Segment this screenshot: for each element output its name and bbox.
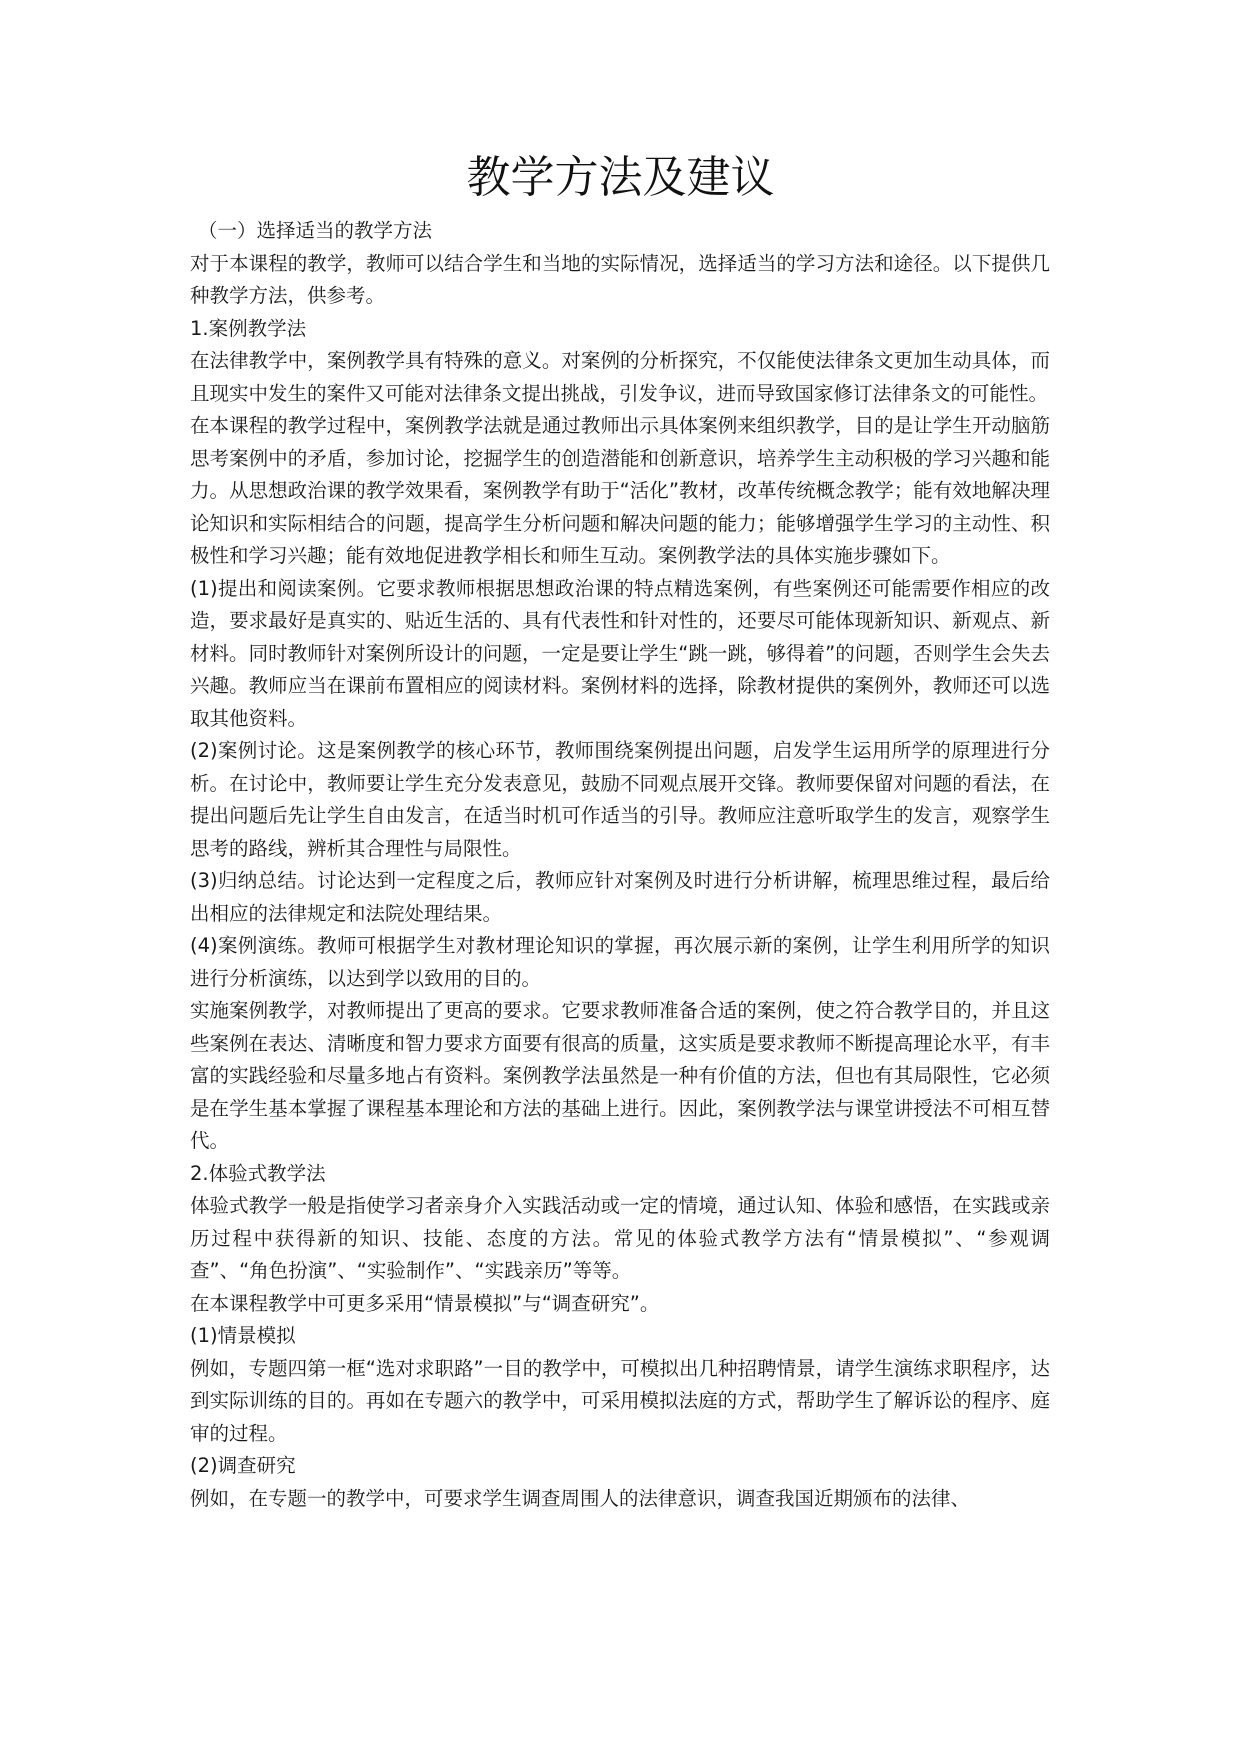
- paragraph: 在本课程教学中可更多采用“情景模拟”与“调查研究”。: [190, 1291, 660, 1315]
- paragraph: 在本课程的教学过程中，案例教学法就是通过教师出示具体案例来组织教学，目的是让学生开动脑筋思考案例中的矛盾，参加讨论，挖掘学生的创造潜能和创新意识，培养学生主动积极的学习兴趣和能力。从思想政治课的教学效果看，案例教学有助于“活化”教材，改革传统概念教学；能有效地解决理论知识和实际相结合的问题，提高学生分析问题和解决问题的能力；能够增强学生学习的主动性、积极性和学习兴趣；能有效地促进教学相长和师生互动。案例教学法的具体实施步骤如下。: [190, 414, 1050, 567]
- paragraph: 例如，在专题一的教学中，可要求学生调查周围人的法律意识，调查我国近期颁布的法律、: [190, 1486, 971, 1510]
- document-title: 教学方法及建议: [466, 152, 775, 203]
- paragraph: (3)归纳总结。讨论达到一定程度之后，教师应针对案例及时进行分析讲解，梳理思维过程，最后给出相应的法律规定和法院处理结果。: [190, 869, 1050, 925]
- paragraph: 实施案例教学，对教师提出了更高的要求。它要求教师准备合适的案例，使之符合教学目的，并且这些案例在表达、清晰度和智力要求方面要有很高的质量，这实质是要求教师不断提高理论水平，有丰富的实践经验和尽量多地占有资料。案例教学法虽然是一种有价值的方法，但也有其局限性，它必须是在学生基本掌握了课程基本理论和方法的基础上进行。因此，案例教学法与课堂讲授法不可相互替代。: [190, 999, 1050, 1152]
- item-heading: (1)情景模拟: [190, 1324, 296, 1347]
- paragraph: (4)案例演练。教师可根据学生对教材理论知识的掌握，再次展示新的案例，让学生利用所学的知识进行分析演练，以达到学以致用的目的。: [190, 934, 1050, 990]
- paragraph: 体验式教学一般是指使学习者亲身介入实践活动或一定的情境，通过认知、体验和感悟，在实践或亲历过程中获得新的知识、技能、态度的方法。常见的体验式教学方法有“情景模拟”、“参观调查”、“角色扮演”、“实验制作”、“实践亲历”等等。: [190, 1194, 1050, 1282]
- subsection-heading: 2.体验式教学法: [190, 1161, 326, 1185]
- document-body: [190, 215, 1050, 1515]
- section-heading: （一）选择适当的教学方法: [198, 219, 433, 242]
- paragraph: (2)案例讨论。这是案例教学的核心环节，教师围绕案例提出问题，启发学生运用所学的原理进行分析。在讨论中，教师要让学生充分发表意见，鼓励不同观点展开交锋。教师要保留对问题的看法，在提出问题后先让学生自由发言，在适当时机可作适当的引导。教师应注意听取学生的发言，观察学生思考的路线，辨析其合理性与局限性。: [190, 739, 1050, 860]
- item-heading: (2)调查研究: [190, 1454, 296, 1477]
- paragraph: 在法律教学中，案例教学具有特殊的意义。对案例的分析探究，不仅能使法律条文更加生动具体，而且现实中发生的案件又可能对法律条文提出挑战，引发争议，进而导致国家修订法律条文的可能性。: [190, 349, 1050, 405]
- paragraph: (1)提出和阅读案例。它要求教师根据思想政治课的特点精选案例，有些案例还可能需要作相应的改造，要求最好是真实的、贴近生活的、具有代表性和针对性的，还要尽可能体现新知识、新观点、新材料。同时教师针对案例所设计的问题，一定是要让学生“跳一跳，够得着”的问题，否则学生会失去兴趣。教师应当在课前布置相应的阅读材料。案例材料的选择，除教材提供的案例外，教师还可以选取其他资料。: [190, 576, 1050, 730]
- subsection-heading: 1.案例教学法: [190, 316, 307, 340]
- paragraph: 对于本课程的教学，教师可以结合学生和当地的实际情况，选择适当的学习方法和途径。以下提供几种教学方法，供参考。: [190, 251, 1050, 307]
- paragraph: 例如，专题四第一框“选对求职路”一目的教学中，可模拟出几种招聘情景，请学生演练求职程序，达到实际训练的目的。再如在专题六的教学中，可采用模拟法庭的方式，帮助学生了解诉讼的程序、庭审的过程。: [190, 1356, 1050, 1445]
